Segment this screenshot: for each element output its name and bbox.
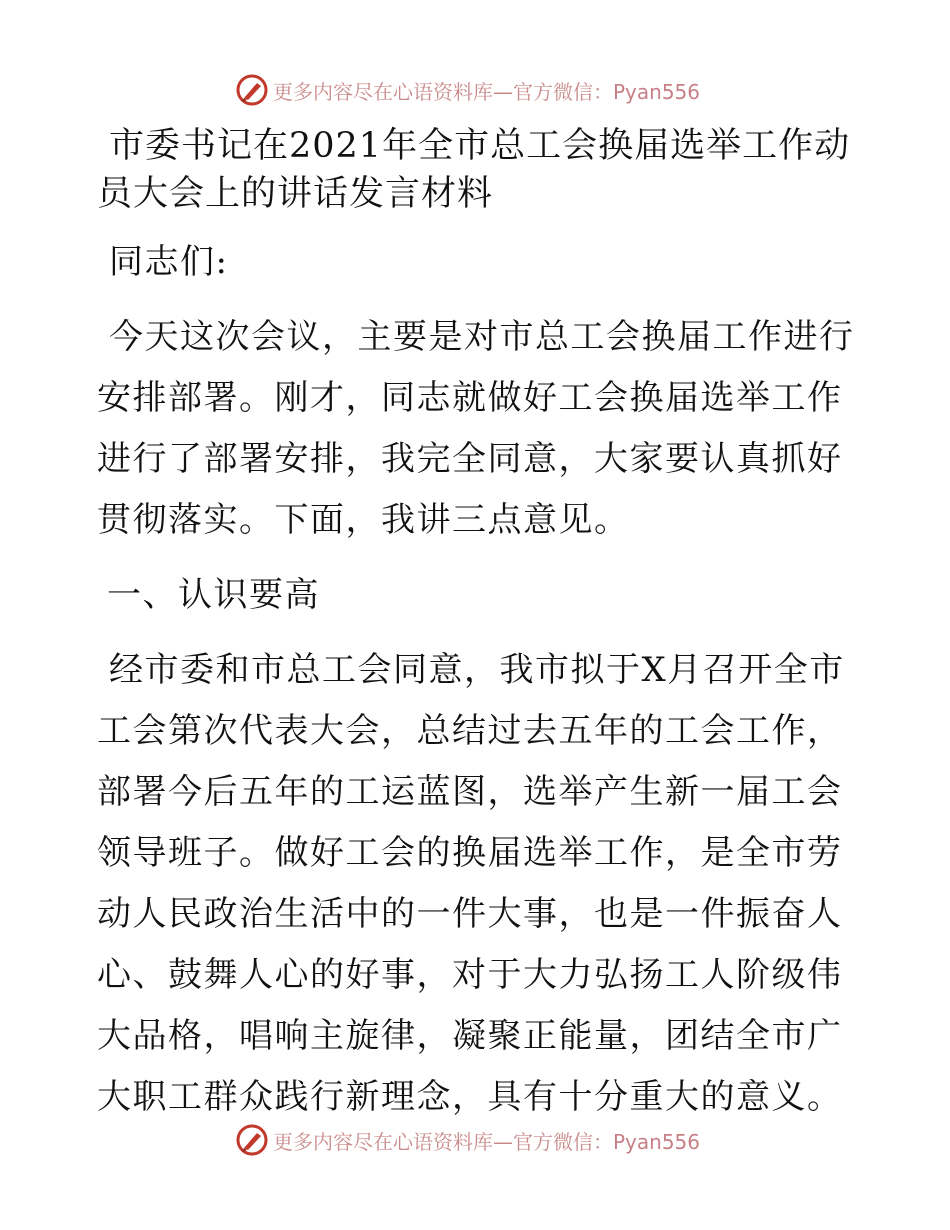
paragraph-intro: 今天这次会议，主要是对市总工会换届工作进行安排部署。刚才，同志就做好工会换届选举工作进行了部署安排，我完全同意，大家要认真抓好贯彻落实。下面，我讲三点意见。 [97, 317, 855, 540]
watermark-text: 更多内容尽在心语资料库—官方微信：Pyan556 [273, 1129, 701, 1154]
paragraph-section-1: 经市委和市总工会同意，我市拟于X月召开全市工会第次代表大会，总结过去五年的工会工作，部署今后五年的工运蓝图，选举产生新一届工会领导班子。做好工会的换届选举工作，是全市劳动人民政治生活中的一件大事，也是一件振奋人心、鼓舞人心的好事，对于大力弘扬工人阶级伟大品格，唱响主旋律，凝聚正能量，团结全市广大职工群众践行新理念，具有十分重大的意义。 [97, 650, 845, 1117]
footer-watermark [235, 1122, 715, 1158]
section-heading-1: 一、认识要高 [107, 575, 320, 615]
pen-logo-icon [235, 1123, 269, 1157]
document-title: 市委书记在2021年全市总工会换届选举工作动员大会上的讲话发言材料 [97, 126, 851, 214]
document-body [97, 122, 857, 1142]
salutation: 同志们: [109, 242, 229, 282]
header-watermark [235, 72, 715, 108]
watermark-text: 更多内容尽在心语资料库—官方微信：Pyan556 [273, 79, 701, 104]
pen-logo-icon [235, 73, 269, 107]
